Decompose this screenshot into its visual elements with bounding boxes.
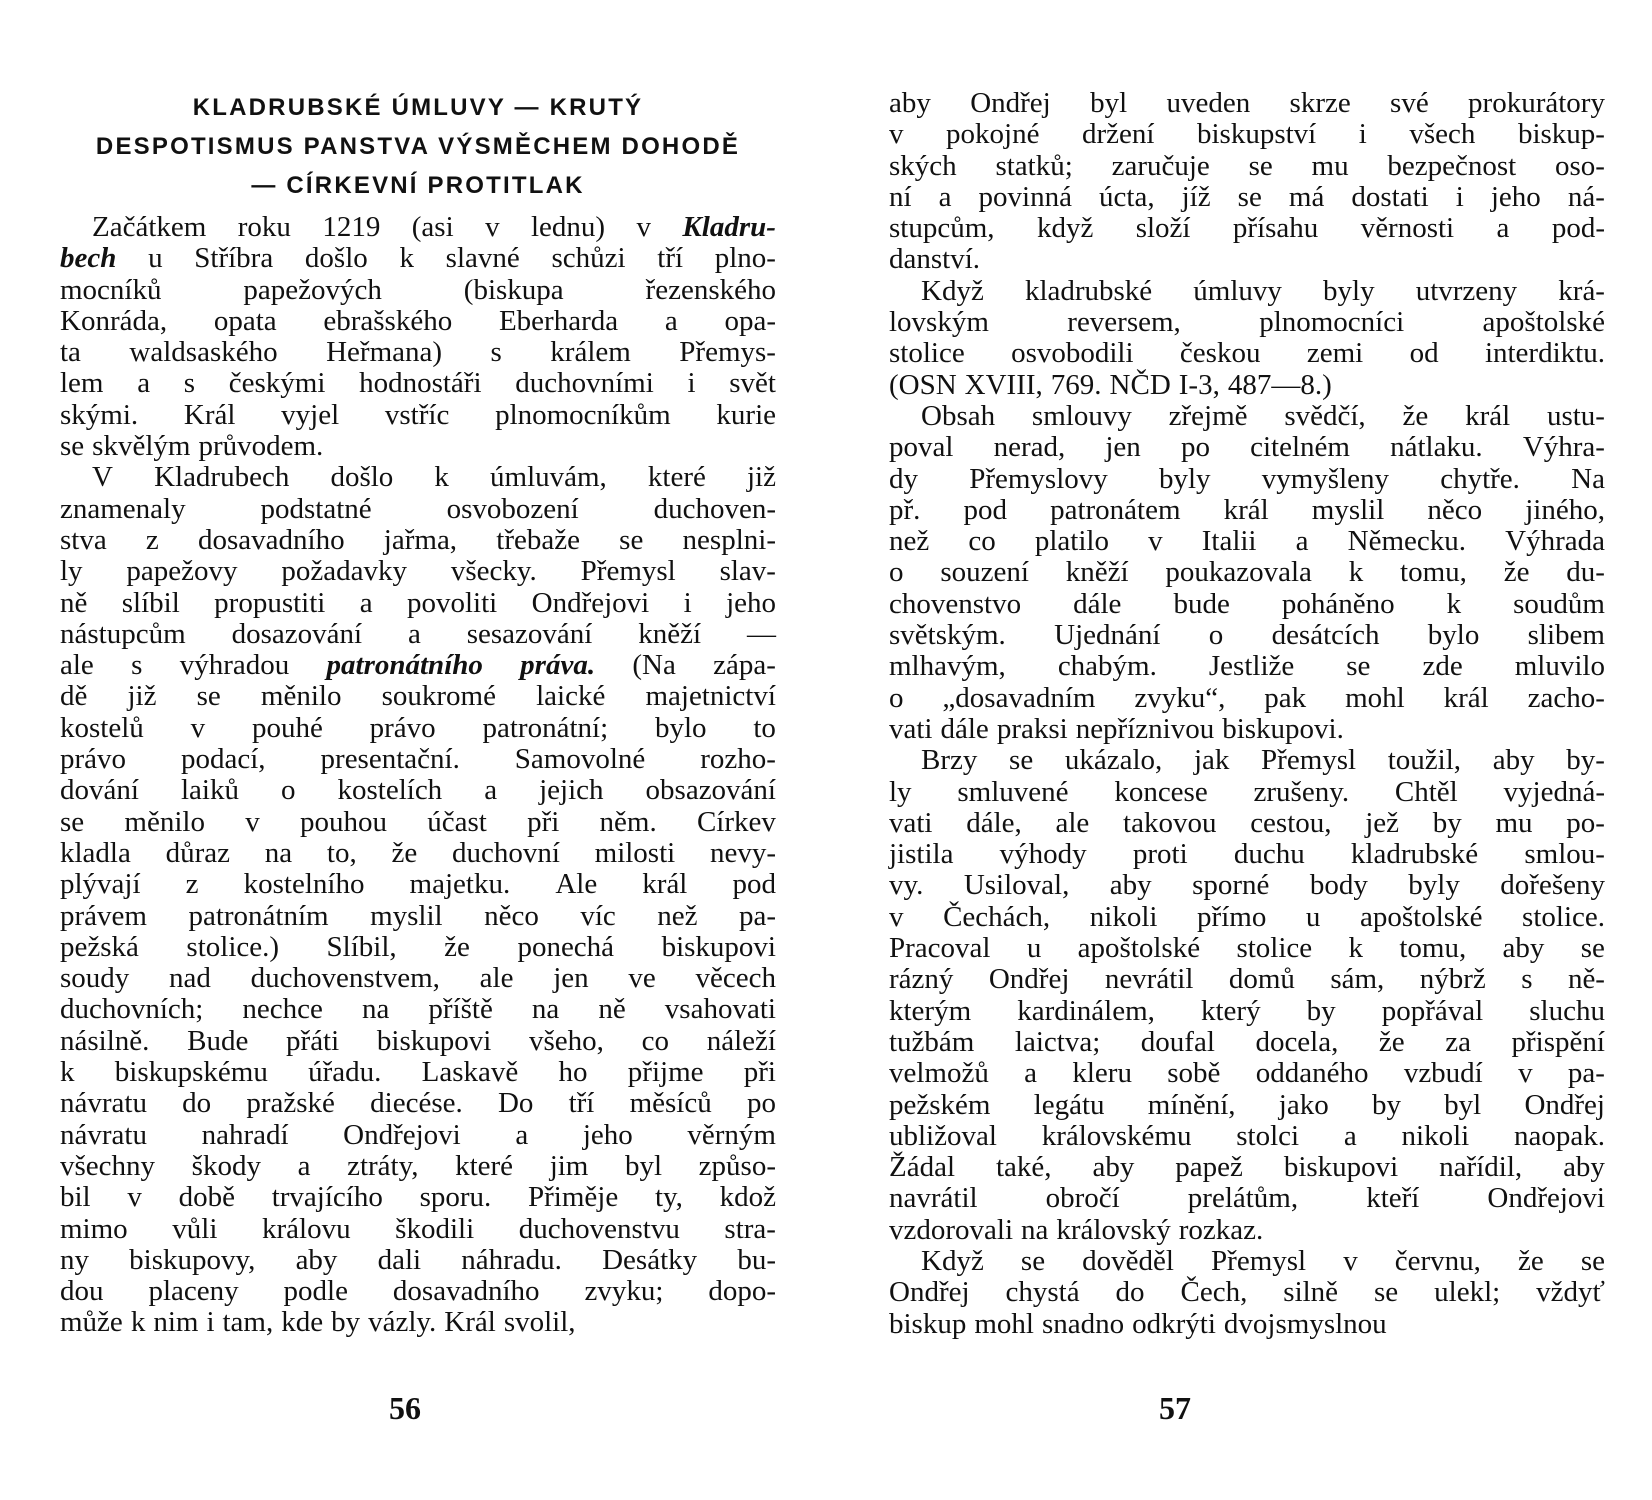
text-line: pežském legátu mínění, jako by byl Ondřej (889, 1088, 1605, 1121)
text-line: ně slíbil propustiti a povoliti Ondřejovi i jeho (60, 586, 776, 619)
left-body-text (60, 212, 776, 1339)
text-line: mlhavým, chabým. Jestliže se zde mluvilo (889, 650, 1605, 683)
text-line: ských statků; zaručuje se mu bezpečnost oso- (889, 149, 1605, 182)
text-line: vati dále, ale takovou cestou, jež by mu po- (889, 806, 1605, 839)
text-line: chovenstvo dále bude poháněno k soudům (889, 587, 1605, 620)
heading-line: KLADRUBSKÉ ÚMLUVY — KRUTÝ (192, 94, 644, 121)
text-line: dování laiků o kostelích a jejich obsazování (60, 774, 776, 807)
text-line: vy. Usiloval, aby sporné body byly dořešeny (889, 869, 1605, 902)
text-line: bil v době trvajícího sporu. Přiměje ty, kdož (60, 1181, 776, 1214)
text-line: kterým kardinálem, který by popřával sluchu (889, 994, 1605, 1027)
heading-line: DESPOTISMUS PANSTVA VÝSMĚCHEM DOHODĚ (95, 133, 741, 160)
text-line: aby Ondřej byl uveden skrze své prokurátory (889, 87, 1605, 119)
text-line: právem patronátním myslil něco víc než pa- (60, 899, 776, 932)
text-line: velmožů a kleru sobě oddaného vzbudí v pa- (889, 1057, 1605, 1090)
text-line: k biskupskému úřadu. Laskavě ho přijme při (60, 1056, 776, 1089)
text-line: ta waldsaského Heřmana) s králem Přemys- (60, 336, 776, 369)
text-line: Žádal také, aby papež biskupovi nařídil, aby (889, 1151, 1605, 1184)
text-line: ny biskupovy, aby dali náhradu. Desátky bu- (60, 1243, 776, 1276)
chapter-heading (58, 88, 778, 205)
text-line: ní a povinná úcta, jíž se má dostati i jeho ná- (889, 180, 1605, 213)
text-line: dě již se měnilo soukromé laické majetnictví (60, 680, 776, 713)
text-line: poval nerad, jen po citelném nátlaku. Výhra- (889, 431, 1605, 464)
text-line: (OSN XVIII, 769. NČD I-3, 487—8.) (889, 368, 1332, 401)
text-line: ale s výhradou patronátního práva. (Na zápa- (60, 649, 776, 682)
text-line: se skvělým průvodem. (60, 430, 324, 463)
text-line: než co platilo v Italii a Německu. Výhrada (889, 525, 1605, 558)
text-line: Když se dověděl Přemysl v červnu, že se (921, 1244, 1605, 1277)
text-line: kladla důraz na to, že duchovní milosti nevy- (60, 836, 776, 869)
text-line: V Kladrubech došlo k úmluvám, které již (92, 461, 776, 494)
text-line: Když kladrubské úmluvy byly utvrzeny krá- (921, 274, 1605, 307)
text-line: Ondřej chystá do Čech, silně se ulekl; vždyť (889, 1276, 1605, 1309)
right-page (826, 0, 1652, 1500)
text-line: mocníků papežových (biskupa řezenského (60, 273, 776, 306)
text-line: ly smluvené koncese zrušeny. Chtěl vyjedná- (889, 775, 1605, 808)
page-number-left: 56 (389, 1390, 421, 1426)
heading-line: — CÍRKEVNÍ PROTITLAK (251, 172, 585, 199)
text-line: vati dále praksi nepříznivou biskupovi. (889, 712, 1344, 745)
text-line: Pracoval u apoštolské stolice k tomu, aby se (889, 932, 1605, 965)
text-line: právo podací, presentační. Samovolné rozho- (60, 743, 776, 776)
text-line: lem a s českými hodnostáři duchovními i svět (60, 367, 776, 400)
text-line: Konráda, opata ebrašského Eberharda a opa- (60, 304, 776, 337)
text-line: stva z dosavadního jařma, třebaže se nesplni- (60, 523, 776, 556)
text-line: lovským reversem, plnomocníci apoštolské (889, 306, 1605, 339)
text-line: duchovních; nechce na příště na ně vsahovati (60, 993, 776, 1026)
text-line: návratu nahradí Ondřejovi a jeho věrným (60, 1118, 776, 1151)
text-line: nástupcům dosazování a sesazování kněží — (60, 617, 776, 650)
text-line: tužbám laictva; doufal docela, že za přispění (889, 1025, 1605, 1058)
text-line: jistila výhody proti duchu kladrubské smlou- (889, 838, 1605, 871)
text-line: navrátil obročí prelátům, kteří Ondřejovi (889, 1182, 1605, 1215)
text-line: světským. Ujednání o desátcích bylo slibem (889, 619, 1605, 652)
text-line: skými. Král vyjel vstříc plnomocníkům kurie (60, 398, 776, 431)
right-body-text (889, 88, 1605, 1340)
text-line: Obsah smlouvy zřejmě svědčí, že král ustu- (921, 399, 1605, 432)
text-line: bech u Stříbra došlo k slavné schůzi tří plno- (60, 242, 776, 275)
text-line: vzdorovali na královský rozkaz. (889, 1213, 1264, 1246)
text-line: může k nim i tam, kde by vázly. Král svolil, (60, 1306, 576, 1339)
text-line: v Čechách, nikoli přímo u apoštolské stolice. (889, 900, 1605, 933)
text-line: soudy nad duchovenstvem, ale jen ve věcech (60, 962, 776, 995)
text-line: rázný Ondřej nevrátil domů sám, nýbrž s ně- (889, 963, 1605, 996)
text-line: stolice osvobodili českou zemi od interdiktu. (889, 337, 1605, 370)
text-line: dou placeny podle dosavadního zvyku; dopo- (60, 1275, 776, 1308)
text-line: kostelů v pouhé právo patronátní; bylo to (60, 711, 776, 744)
text-line: ly papežovy požadavky všecky. Přemysl slav- (60, 555, 776, 588)
text-line: se měnilo v pouhou účast při něm. Církev (60, 805, 776, 838)
text-line: Brzy se ukázalo, jak Přemysl toužil, aby by- (921, 744, 1605, 777)
text-line: znamenaly podstatné osvobození duchoven- (60, 492, 776, 525)
text-line: o „dosavadním zvyku“, pak mohl král zacho- (889, 681, 1605, 714)
text-line: biskup mohl snadno odkrýti dvojsmyslnou (889, 1307, 1387, 1340)
text-line: v pokojné držení biskupství i všech biskup- (889, 118, 1605, 151)
text-line: Začátkem roku 1219 (asi v lednu) v Kladru- (92, 211, 776, 243)
text-line: všechny škody a ztráty, které jim byl způso- (60, 1149, 776, 1182)
text-line: o souzení kněží poukazovala k tomu, že du- (889, 556, 1605, 589)
text-line: plývají z kostelního majetku. Ale král pod (60, 868, 776, 901)
text-line: návratu do pražské diecése. Do tří měsíců po (60, 1087, 776, 1120)
text-line: mimo vůli královu škodili duchovenstvu stra- (60, 1212, 776, 1245)
text-line: př. pod patronátem král myslil něco jiného, (889, 493, 1605, 526)
text-line: násilně. Bude přáti biskupovi všeho, co náleží (60, 1024, 776, 1057)
text-line: pežská stolice.) Slíbil, že ponechá biskupovi (60, 930, 776, 963)
text-line: ubližoval královskému stolci a nikoli naopak. (889, 1119, 1605, 1152)
text-line: stupcům, když složí přísahu věrnosti a pod- (889, 212, 1605, 245)
page-number-right: 57 (1159, 1390, 1191, 1426)
text-line: danství. (889, 243, 981, 276)
text-line: dy Přemyslovy byly vymyšleny chytře. Na (889, 462, 1605, 495)
